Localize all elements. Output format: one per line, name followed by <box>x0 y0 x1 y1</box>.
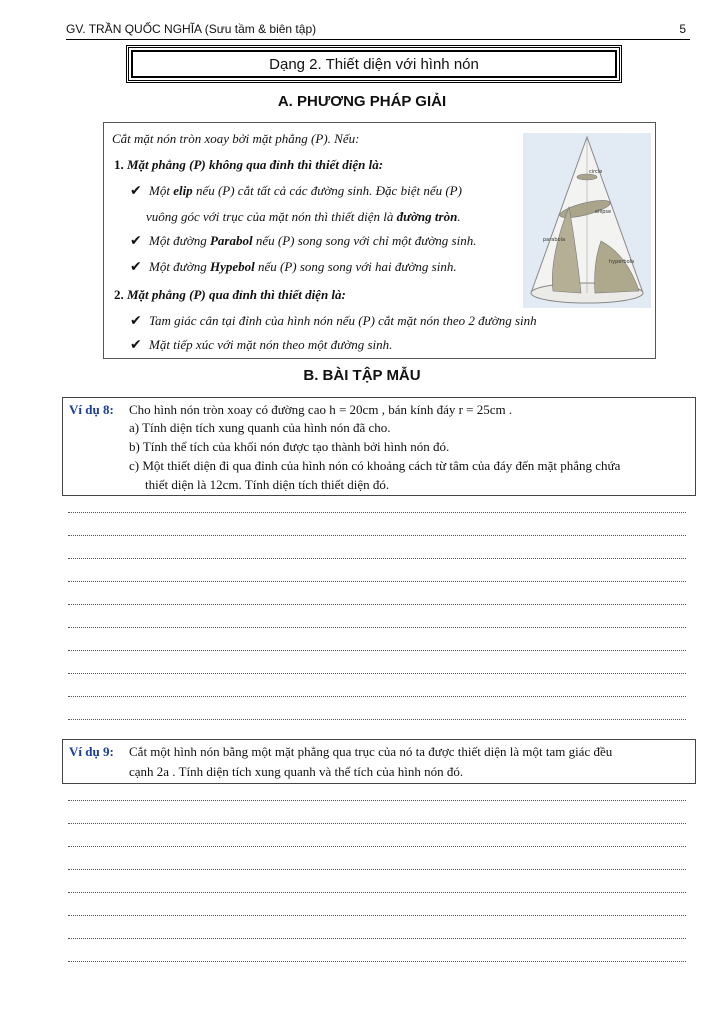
section-a-title: A. PHƯƠNG PHÁP GIẢI <box>277 93 447 110</box>
c2-bullet2: ✔ Mặt tiếp xúc với mặt nón theo một đường sinh. <box>130 337 393 353</box>
example-9-line1: Cắt một hình nón bằng một mặt phẳng qua trục của nó ta được thiết diện là một tam giác đều <box>129 744 613 759</box>
check-icon: ✔ <box>130 337 142 353</box>
example-8-c1: c) Một thiết diện đi qua đỉnh của hình nón có khoảng cách từ tâm của đáy đến mặt phẳng chứa <box>129 458 621 473</box>
example-8-label: Ví dụ 8: <box>69 402 114 417</box>
answer-line[interactable] <box>68 719 686 720</box>
answer-line[interactable] <box>68 869 686 870</box>
example-8-c2: thiết diện là 12cm. Tính diện tích thiết diện đó. <box>145 477 390 492</box>
page-number: 5 <box>679 22 686 36</box>
example-8-box <box>62 397 696 496</box>
c1-bullet3: ✔ Một đường Hypebol nếu (P) song song với hai đường sinh. <box>130 259 457 275</box>
check-icon: ✔ <box>130 183 142 199</box>
topic-title-box <box>126 45 622 83</box>
answer-line[interactable] <box>68 938 686 939</box>
answer-line[interactable] <box>68 823 686 824</box>
c1-bullet2: ✔ Một đường Parabol nếu (P) song song với chỉ một đường sinh. <box>130 233 477 249</box>
parabola-label: parabola <box>543 237 566 243</box>
answer-line[interactable] <box>68 800 686 801</box>
c1-bullet1-cont: vuông góc với trục của mặt nón thì thiết diện là đường tròn. <box>146 209 461 224</box>
check-icon: ✔ <box>130 233 142 249</box>
answer-line[interactable] <box>68 558 686 559</box>
answer-line[interactable] <box>68 604 686 605</box>
ellipse-label: ellipse <box>595 209 612 215</box>
answer-line[interactable] <box>68 581 686 582</box>
author-line: GV. TRẦN QUỐC NGHĨA (Sưu tầm & biên tập) <box>66 22 317 36</box>
answer-line[interactable] <box>68 892 686 893</box>
answer-line[interactable] <box>68 627 686 628</box>
example-9-box <box>62 739 696 784</box>
theory-box <box>103 122 656 359</box>
theory-intro: Cắt mặt nón tròn xoay bởi mặt phẳng (P). Nếu: <box>112 131 360 146</box>
c1-bullet1: ✔ Một elip nếu (P) cắt tất cả các đường sinh. Đặc biệt nếu (P) <box>130 183 462 199</box>
check-icon: ✔ <box>130 313 142 329</box>
case2-text: Mặt phẳng (P) qua đỉnh thì thiết diện là: <box>127 287 346 302</box>
example-9-line2: cạnh 2a . Tính diện tích xung quanh và thể tích của hình nón đó. <box>129 764 464 779</box>
answer-line[interactable] <box>68 535 686 536</box>
answer-line[interactable] <box>68 512 686 513</box>
case2-line: 2. Mặt phẳng (P) qua đỉnh thì thiết diện là: <box>114 287 346 302</box>
example-8-line1: Cho hình nón tròn xoay có đường cao h = 20cm , bán kính đáy r = 25cm . <box>129 402 513 417</box>
cone-illustration <box>523 133 651 308</box>
answer-line[interactable] <box>68 696 686 697</box>
hyperbola-label: hyperbola <box>609 259 635 265</box>
conic-sections-figure <box>523 133 651 308</box>
section-b-title: B. BÀI TẬP MẪU <box>303 367 421 384</box>
circle-label: circle <box>589 169 603 175</box>
answer-line[interactable] <box>68 915 686 916</box>
example-8-a: a) Tính diện tích xung quanh của hình nón đã cho. <box>129 420 391 435</box>
page-header <box>66 20 690 40</box>
check-icon: ✔ <box>130 259 142 275</box>
answer-line[interactable] <box>68 961 686 962</box>
case1-line: 1. Mặt phẳng (P) không qua đỉnh thì thiết diện là: <box>114 157 384 172</box>
example-9-label: Ví dụ 9: <box>69 744 114 759</box>
example-8-b: b) Tính thể tích của khối nón được tạo thành bởi hình nón đó. <box>129 439 450 454</box>
c2-bullet1: ✔ Tam giác cân tại đỉnh của hình nón nếu (P) cắt mặt nón theo 2 đường sinh <box>130 313 537 329</box>
case1-text: Mặt phẳng (P) không qua đỉnh thì thiết diện là: <box>127 157 384 172</box>
topic-title: Dạng 2. Thiết diện với hình nón <box>131 50 617 78</box>
answer-line[interactable] <box>68 846 686 847</box>
answer-line[interactable] <box>68 650 686 651</box>
answer-line[interactable] <box>68 673 686 674</box>
